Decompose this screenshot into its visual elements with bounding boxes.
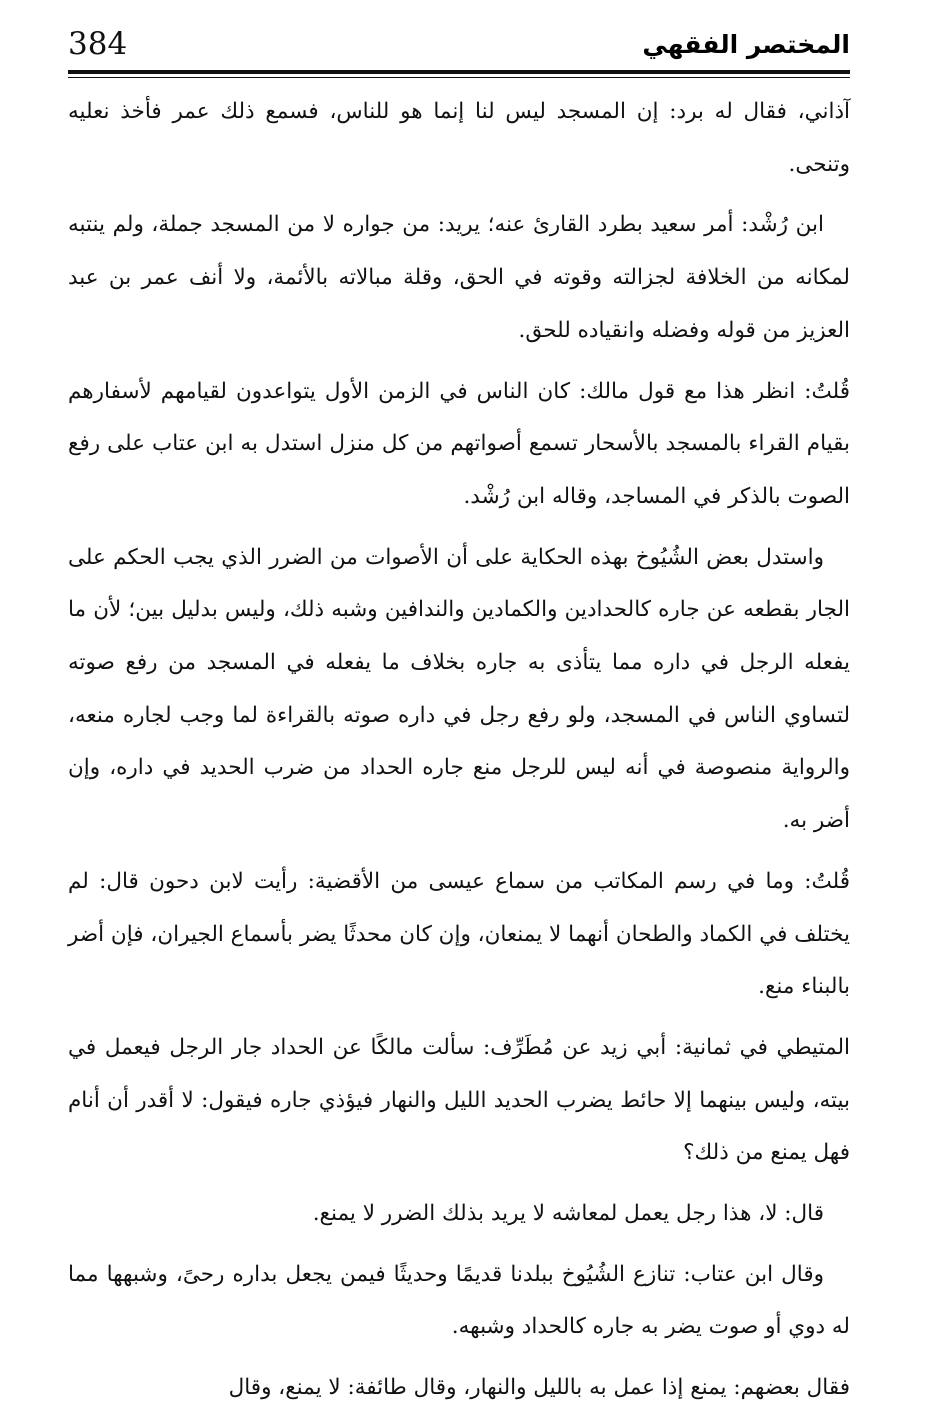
- header-rule-thick: [68, 70, 850, 74]
- paragraph-istadalla: واستدل بعض الشُيُوخ بهذه الحكاية على أن الأصوات من الضرر الذي يجب الحكم على الجار بقطعه عن جاره كالحدادين والكمادين والندافين وشبه ذلك، وليس بدليل بين؛ لأن ما يفعله الرجل في داره مما يتأذى به جاره بخلاف ما يفعله في المسجد من رفع صوته لتساوي الناس في المسجد، ولو رفع رجل في داره صوته بالقراءة لما وجب لجاره منعه، والرواية منصوصة في أنه ليس للرجل منع جاره الحداد من ضرب الحديد في داره، وإن أضر به.: [68, 544, 850, 834]
- paragraph-qultu-2: قُلتُ: وما في رسم المكاتب من سماع عيسى من الأقضية: رأيت لابن دحون قال: لم يختلف في الكماد والطحان أنهما لا يمنعان، وإن كان محدثًا يضر بأسماع الجيران، فإن أضر بالبناء منع.: [68, 868, 850, 1000]
- header-rule-thin: [68, 77, 850, 78]
- page-header: [68, 24, 850, 68]
- paragraph-qultu-1: قُلتُ: انظر هذا مع قول مالك: كان الناس في الزمن الأول يتواعدون لقيامهم لأسفارهم بقيام القراء بالمسجد بالأسحار تسمع أصواتهم من كل منزل استدل به ابن عتاب على رفع الصوت بالذكر في المساجد، وقاله ابن رُشْد.: [68, 378, 850, 509]
- paragraph-continuation: آذاني، فقال له برد: إن المسجد ليس لنا إنما هو للناس، فسمع ذلك عمر فأخذ نعليه وتنحى.: [68, 99, 850, 177]
- paragraph-mutayti: المتيطي في ثمانية: أبي زيد عن مُطَرِّف: سألت مالكًا عن الحداد جار الرجل فيعمل في بيته، وليس بينهما إلا حائط يضرب الحديد الليل والنهار فيؤذي جاره فيقول: لا أقدر أن أنام فهل يمنع من ذلك؟: [68, 1034, 850, 1166]
- paragraph-ibn-attab: وقال ابن عتاب: تنازع الشُيُوخ ببلدنا قديمًا وحديثًا فيمن يجعل بداره رحىً، وشبهها مما له دوي أو صوت يضر به جاره كالحداد وشبهه.: [68, 1261, 850, 1340]
- paragraph-ibn-rushd: ابن رُشْد: أمر سعيد بطرد القارئ عنه؛ يريد: من جواره لا من المسجد جملة، ولم ينتبه لمكانه من الخلافة لجزالته وقوته في الحق، وقلة مبالاته بالأئمة، ولا أنف عمر بن عبد العزيز من قوله وفضله وانقياده للحق.: [68, 212, 850, 343]
- running-title: المختصر الفقهي: [642, 30, 850, 59]
- paragraph-baduhum: فقال بعضهم: يمنع إذا عمل به بالليل والنهار، وقال طائفة: لا يمنع، وقال: [228, 1375, 850, 1401]
- paragraph-qala: قال: لا، هذا رجل يعمل لمعاشه لا يريد بذلك الضرر لا يمنع.: [312, 1201, 824, 1227]
- page-number: 384: [68, 26, 128, 62]
- body-text: [68, 86, 850, 1415]
